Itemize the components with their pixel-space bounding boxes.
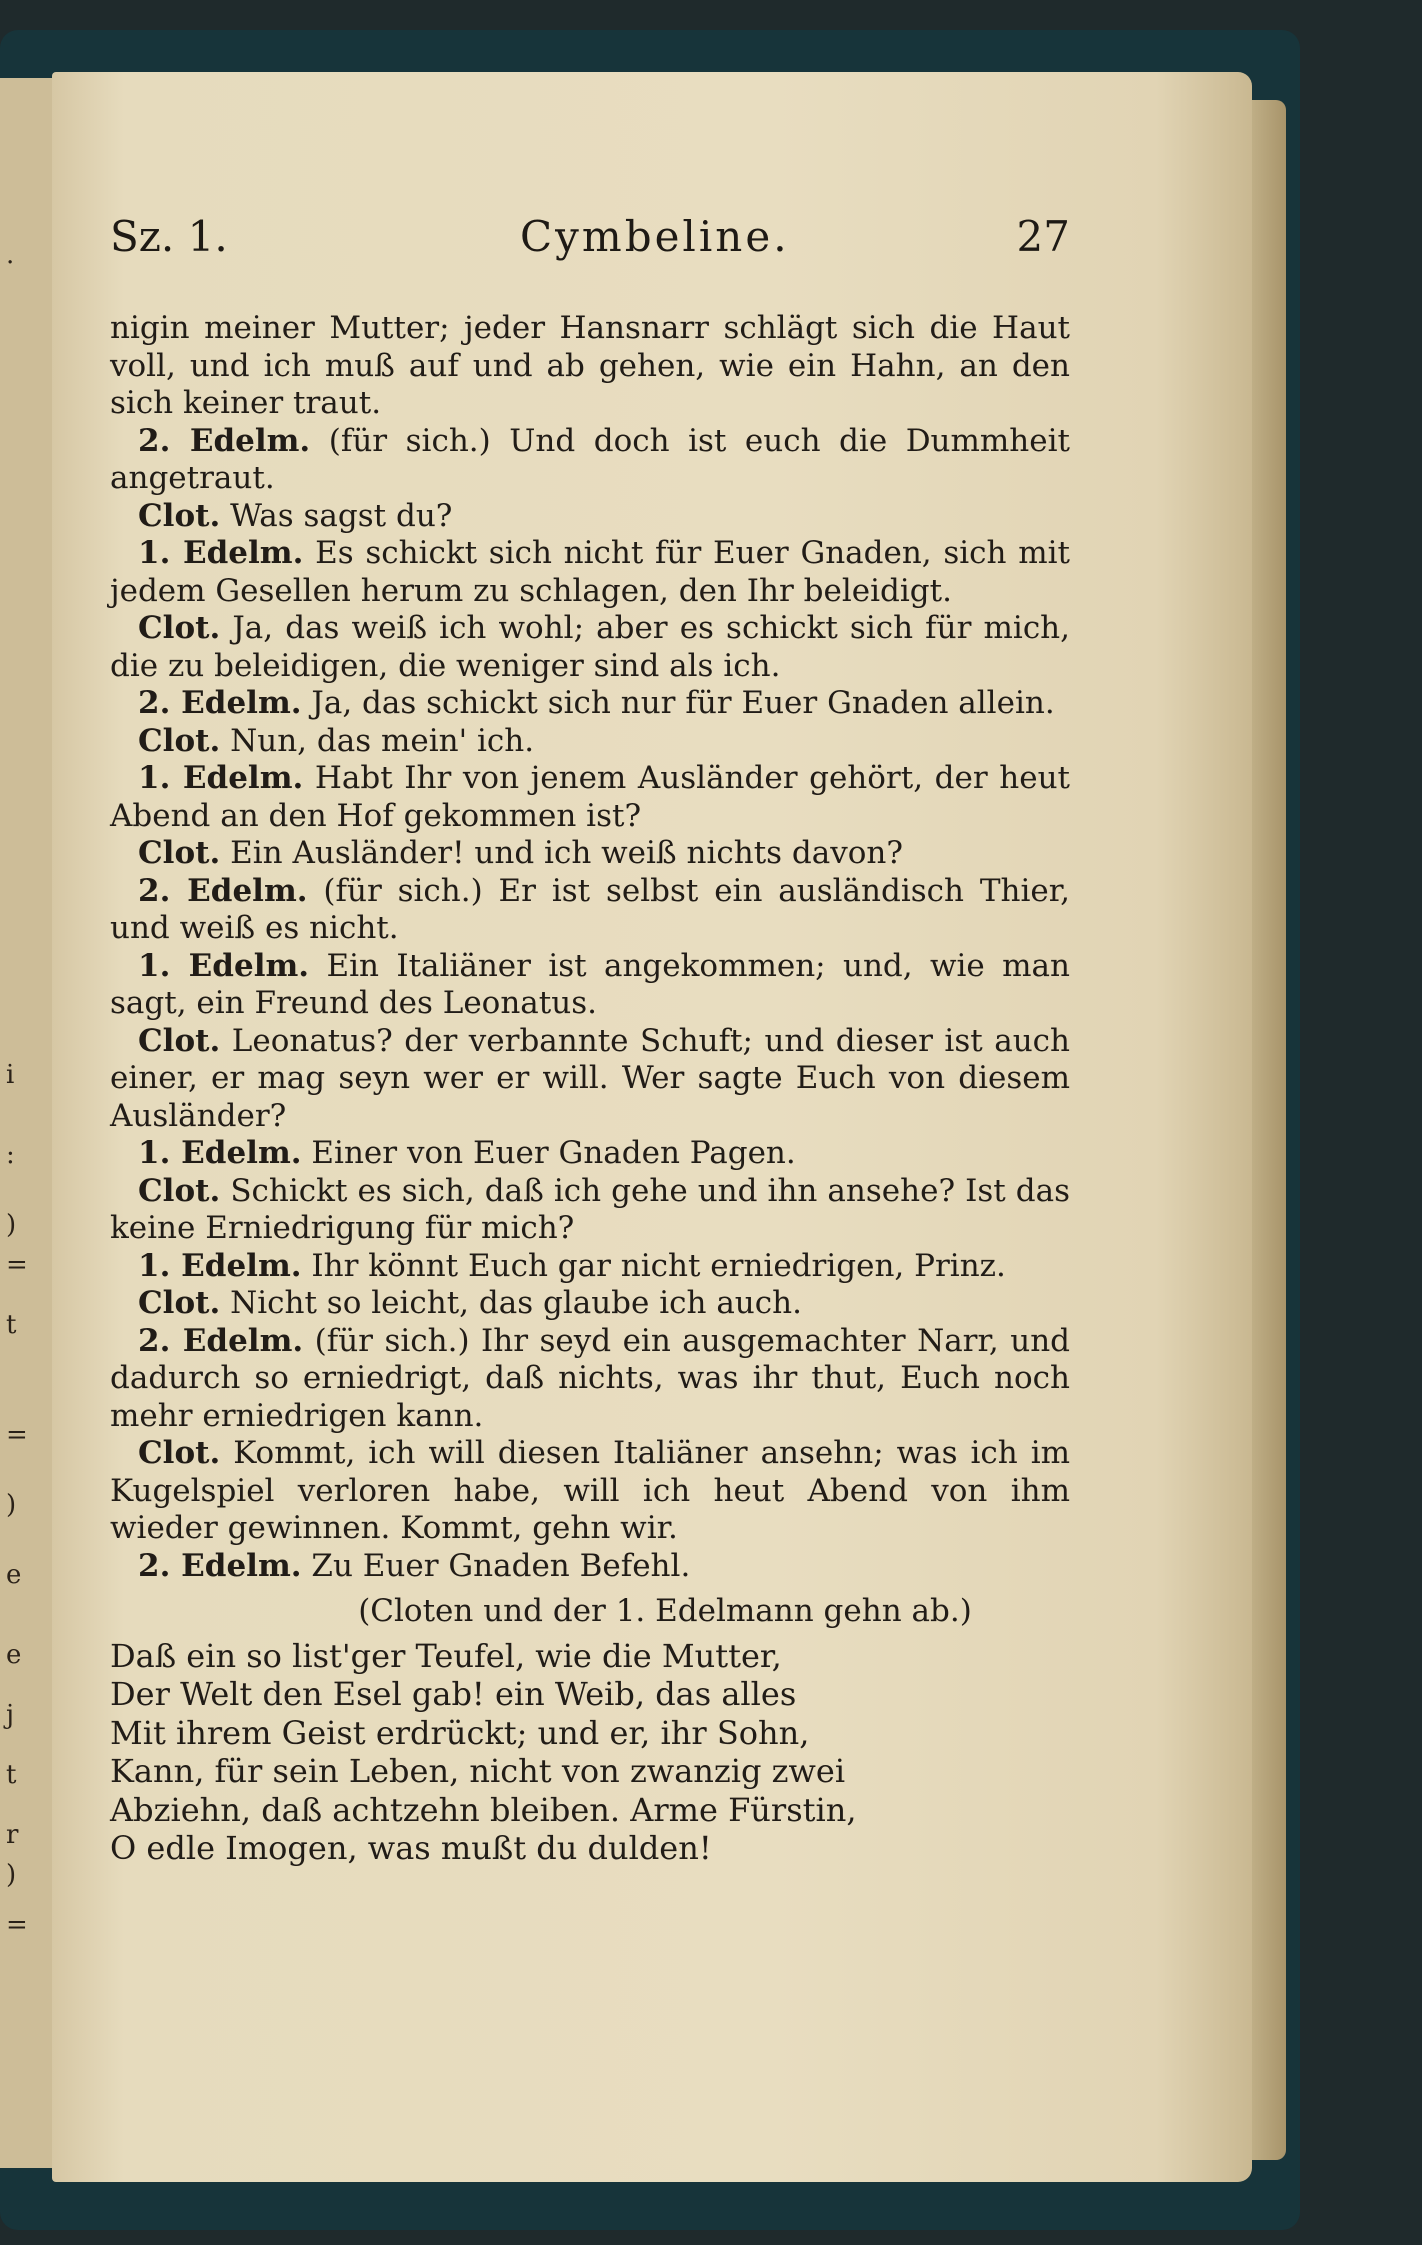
speaker-name: 2. Edelm.	[138, 1547, 302, 1584]
speaker-name: 2. Edelm.	[138, 685, 302, 721]
speaker-name: 1. Edelm.	[138, 1135, 302, 1171]
left-page-mark: =	[6, 1910, 28, 1940]
verse-line: Kann, für sein Leben, nicht von zwanzig zwei	[110, 1752, 846, 1790]
speaker-name: 1. Edelm.	[138, 947, 310, 984]
verse-line: Der Welt den Esel gab! ein Weib, das alles	[110, 1675, 797, 1713]
verse-line: Mit ihrem Geist erdrückt; und er, ihr Sohn,	[110, 1713, 810, 1752]
dialogue-line	[110, 1435, 1070, 1548]
left-page-mark: e	[6, 1560, 22, 1590]
speaker-name: 2. Edelm.	[138, 872, 308, 909]
line-text: Was sagst du?	[230, 497, 453, 534]
left-page-mark: )	[6, 1860, 17, 1890]
speaker-name: Clot.	[138, 1435, 221, 1471]
left-page-mark: e	[6, 1640, 22, 1670]
left-page-mark: i	[6, 1060, 15, 1090]
line-text: Nicht so leicht, das glaube ich auch.	[230, 1285, 802, 1321]
dialogue-line	[110, 1285, 1070, 1323]
line-text: nigin meiner Mutter; jeder Hansnarr schlägt sich die Haut voll, und ich muß auf und ab gehen, wie ein Hahn, an den sich keiner traut.	[110, 310, 1070, 421]
line-text: Ein Italiäner ist angekommen; und, wie man sagt, ein Freund des Leonatus.	[110, 947, 1070, 1021]
speaker-name: Clot.	[138, 1022, 221, 1059]
line-text: Kommt, ich will diesen Italiäner ansehn; was ich im Kugelspiel verloren habe, will ich heut Abend von ihm wieder gewinnen. Kommt, gehn wir.	[110, 1435, 1071, 1546]
dialogue-line	[110, 535, 1070, 610]
speaker-name: 1. Edelm.	[138, 535, 304, 571]
speaker-name: 2. Edelm.	[138, 1322, 304, 1359]
line-text: Nun, das mein' ich.	[230, 722, 535, 759]
line-text: Ihr könnt Euch gar nicht erniedrigen, Prinz.	[311, 1247, 1006, 1284]
verse-line: Daß ein so list'ger Teufel, wie die Mutter,	[110, 1636, 782, 1675]
left-page-marks	[0, 78, 52, 2168]
page-text	[110, 310, 1070, 1868]
line-text: (für sich.) Er ist selbst ein ausländisch Thier, und weiß es nicht.	[110, 872, 1070, 946]
speaker-name: 1. Edelm.	[138, 760, 304, 796]
left-page-mark: )	[6, 1490, 17, 1520]
stage-direction: (Cloten und der 1. Edelmann gehn ab.)	[358, 1593, 972, 1629]
dialogue-lines	[110, 310, 1070, 1585]
line-text: Habt Ihr von jenem Ausländer gehört, der heut Abend an den Hof gekommen ist?	[110, 760, 1070, 834]
left-page-mark: j	[6, 1700, 15, 1730]
line-text: Zu Euer Gnaden Befehl.	[311, 1547, 691, 1584]
speaker-name: Clot.	[138, 610, 221, 646]
speaker-name: Clot.	[138, 1285, 221, 1321]
scene-label: Sz. 1.	[110, 212, 228, 261]
left-page-mark: )	[6, 1210, 17, 1240]
dialogue-line	[110, 723, 1070, 761]
verse-line: O edle Imogen, was mußt du dulden!	[110, 1829, 712, 1867]
dialogue-line	[110, 1023, 1070, 1136]
dialogue-line	[110, 1135, 1070, 1173]
page-header	[110, 212, 1070, 272]
dialogue-line	[110, 685, 1070, 723]
left-page-mark: r	[6, 1820, 19, 1850]
page-number: 27	[1016, 212, 1070, 261]
dialogue-line	[110, 835, 1070, 873]
line-text: Ja, das weiß ich wohl; aber es schickt sich für mich, die zu beleidigen, die weniger sind als ich.	[110, 610, 1071, 684]
dialogue-line	[110, 423, 1070, 498]
speaker-name: Clot.	[138, 722, 221, 759]
speaker-name: Clot.	[138, 835, 221, 871]
line-text: Es schickt sich nicht für Euer Gnaden, sich mit jedem Gesellen herum zu schlagen, den Ihr beleidigt.	[110, 535, 1070, 609]
verse-line: Abziehn, daß achtzehn bleiben. Arme Fürstin,	[110, 1790, 857, 1829]
line-text: (für sich.) Ihr seyd ein ausgemachter Narr, und dadurch so erniedrigt, daß nichts, was ihr thut, Euch noch mehr erniedrigen kann.	[110, 1322, 1071, 1434]
left-page-mark: .	[6, 240, 15, 270]
left-page-mark: =	[6, 1250, 28, 1280]
left-page-strip	[0, 78, 55, 2168]
dialogue-line	[110, 1248, 1070, 1286]
dialogue-line	[110, 1173, 1070, 1248]
speaker-name: Clot.	[138, 497, 221, 534]
left-page-mark: =	[6, 1420, 28, 1450]
speaker-name: 1. Edelm.	[138, 1247, 302, 1284]
dialogue-line	[110, 498, 1070, 536]
dialogue-line	[110, 760, 1070, 835]
left-page-mark: t	[6, 1310, 17, 1340]
line-text: Einer von Euer Gnaden Pagen.	[311, 1135, 796, 1171]
dialogue-line	[110, 610, 1070, 685]
dialogue-line	[110, 873, 1070, 948]
line-text: Ein Ausländer! und ich weiß nichts davon?	[230, 835, 904, 871]
dialogue-line	[110, 948, 1070, 1023]
line-text: Ja, das schickt sich nur für Euer Gnaden allein.	[311, 685, 1055, 721]
line-text: Leonatus? der verbannte Schuft; und dieser ist auch einer, er mag seyn wer er will. Wer sagte Euch von diesem Ausländer?	[110, 1022, 1070, 1134]
left-page-mark: :	[6, 1140, 15, 1170]
dialogue-line	[110, 1323, 1070, 1436]
left-page-mark: t	[6, 1760, 17, 1790]
line-text: (für sich.) Und doch ist euch die Dummheit angetraut.	[110, 422, 1070, 496]
dialogue-line	[110, 1548, 1070, 1586]
dialogue-line	[110, 310, 1070, 423]
verse-block	[110, 1637, 1070, 1868]
speaker-name: 2. Edelm.	[138, 422, 311, 459]
running-title: Cymbeline.	[520, 212, 790, 261]
page-edge	[1252, 100, 1286, 2160]
line-text: Schickt es sich, daß ich gehe und ihn ansehe? Ist das keine Erniedrigung für mich?	[110, 1172, 1071, 1246]
speaker-name: Clot.	[138, 1172, 221, 1209]
